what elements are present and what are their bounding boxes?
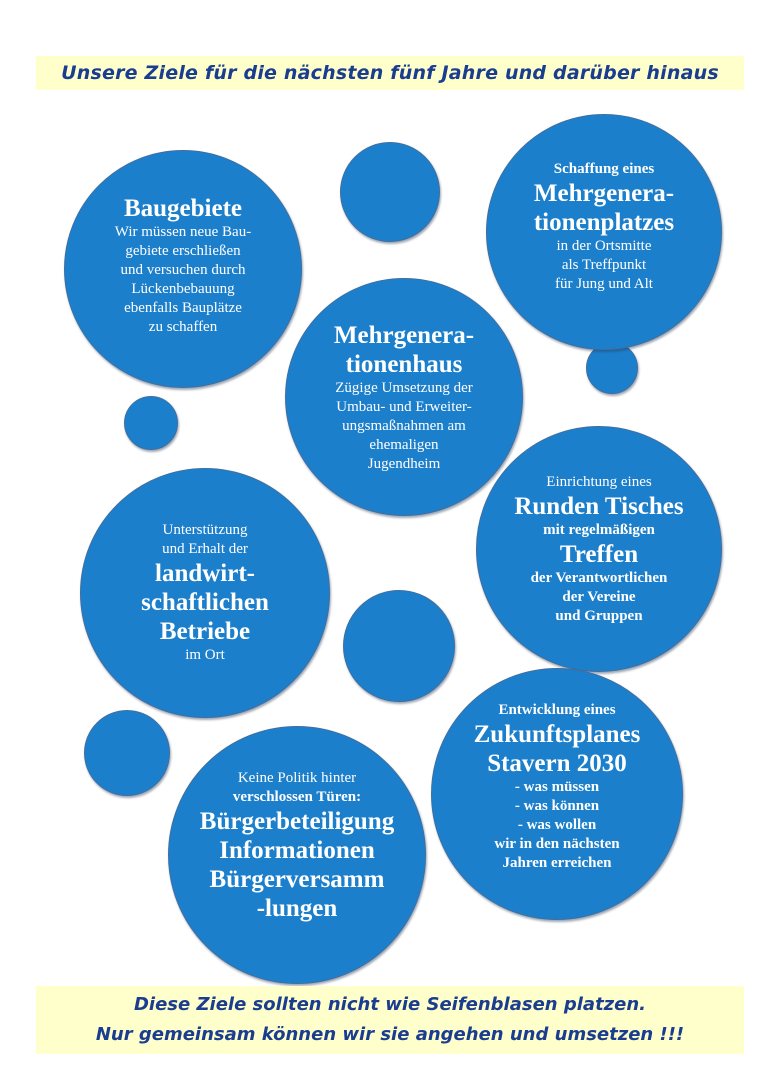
goal-title: -lungen	[256, 895, 338, 922]
goal-text-line: gebiete erschließen	[125, 242, 241, 259]
goal-text-line: verschlossen Türen:	[232, 789, 362, 805]
goal-text-line: für Jung und Alt	[555, 276, 653, 292]
footer-line: Diese Ziele sollten nicht wie Seifenblasen platzen.	[133, 994, 647, 1015]
goal-title: Mehrgenera-	[533, 180, 675, 207]
decorative-bubble	[124, 396, 178, 450]
goal-text-line: Jugendheim	[367, 455, 441, 472]
goal-text-line: und Gruppen	[555, 607, 643, 624]
goal-text-line: ehemaligen	[369, 436, 439, 453]
goal-text-line: Einrichtung eines	[546, 473, 652, 490]
header-banner	[36, 56, 744, 90]
goal-text-line: der Vereine	[562, 588, 636, 605]
goal-title: tionenhaus	[345, 350, 463, 378]
footer-banner	[36, 986, 744, 1054]
goal-text-line: und Erhalt der	[162, 541, 248, 557]
goal-title: Zukunftsplanes	[473, 721, 641, 748]
decorative-bubble	[343, 590, 455, 702]
goal-title: Baugebiete	[123, 194, 243, 222]
goal-text-line: im Ort	[185, 647, 225, 663]
goal-bubble-runder-tisch	[476, 426, 722, 672]
footer-line: Nur gemeinsam können wir sie angehen und umsetzen !!!	[95, 1024, 685, 1045]
goal-text-line: der Verantwortlichen	[530, 569, 668, 586]
goal-bubble-baugebiete	[64, 150, 302, 388]
goal-title: Informationen	[219, 837, 375, 864]
goal-text-line: Jahren erreichen	[502, 855, 612, 871]
goal-title: Mehrgenera-	[333, 321, 475, 349]
goal-text-line: Keine Politik hinter	[237, 770, 357, 786]
goal-bubble-zukunftsplan	[431, 668, 683, 920]
goal-text-line: - was wollen	[517, 817, 597, 833]
goal-text-line: ebenfalls Bauplätze	[124, 299, 242, 316]
goal-title: Bürgerbeteiligung	[199, 808, 395, 835]
goal-text-line: mit regelmäßigen	[543, 521, 655, 538]
decorative-bubble	[340, 142, 440, 242]
goal-text-line: ungsmaßnahmen am	[342, 417, 466, 434]
goal-title: landwirt-	[155, 560, 255, 587]
goal-title: Treffen	[559, 540, 639, 568]
goal-title: tionenplatzes	[533, 209, 675, 236]
goal-text-line: - was können	[514, 798, 600, 814]
goal-text-line: als Treffpunkt	[561, 257, 647, 273]
goal-bubble-landwirtschaft	[80, 468, 330, 718]
goal-text-line: Lückenbebauung	[131, 280, 235, 297]
goal-title: schaftlichen	[141, 589, 269, 616]
goal-bubble-buergerbeteiligung	[168, 726, 426, 984]
goal-text-line: Zügige Umsetzung der	[335, 379, 473, 396]
goal-text-line: Umbau- und Erweiter-	[336, 398, 472, 415]
goal-title: Stavern 2030	[487, 750, 627, 777]
goal-bubble-mehrgenerationenhaus	[285, 278, 523, 516]
goal-text-line: Schaffung eines	[553, 161, 655, 177]
goal-text-line: zu schaffen	[148, 318, 218, 335]
decorative-bubble	[586, 342, 638, 394]
goal-text-line: - was müssen	[514, 779, 600, 795]
goal-title: Bürgerversamm	[209, 866, 385, 893]
goal-text-line: Wir müssen neue Bau-	[114, 223, 252, 240]
goal-text-line: und versuchen durch	[120, 261, 246, 278]
goal-bubble-mehrgenerationenplatz	[486, 114, 722, 350]
goal-text-line: Entwicklung eines	[498, 702, 616, 718]
goal-text-line: wir in den nächsten	[494, 836, 620, 852]
goal-title: Runden Tisches	[514, 492, 684, 520]
decorative-bubble	[84, 710, 170, 796]
goal-text-line: in der Ortsmitte	[556, 238, 652, 254]
header-title: Unsere Ziele für die nächsten fünf Jahre und darüber hinaus	[61, 62, 719, 84]
goal-title: Betriebe	[159, 618, 251, 645]
goal-text-line: Unterstützung	[162, 522, 248, 538]
